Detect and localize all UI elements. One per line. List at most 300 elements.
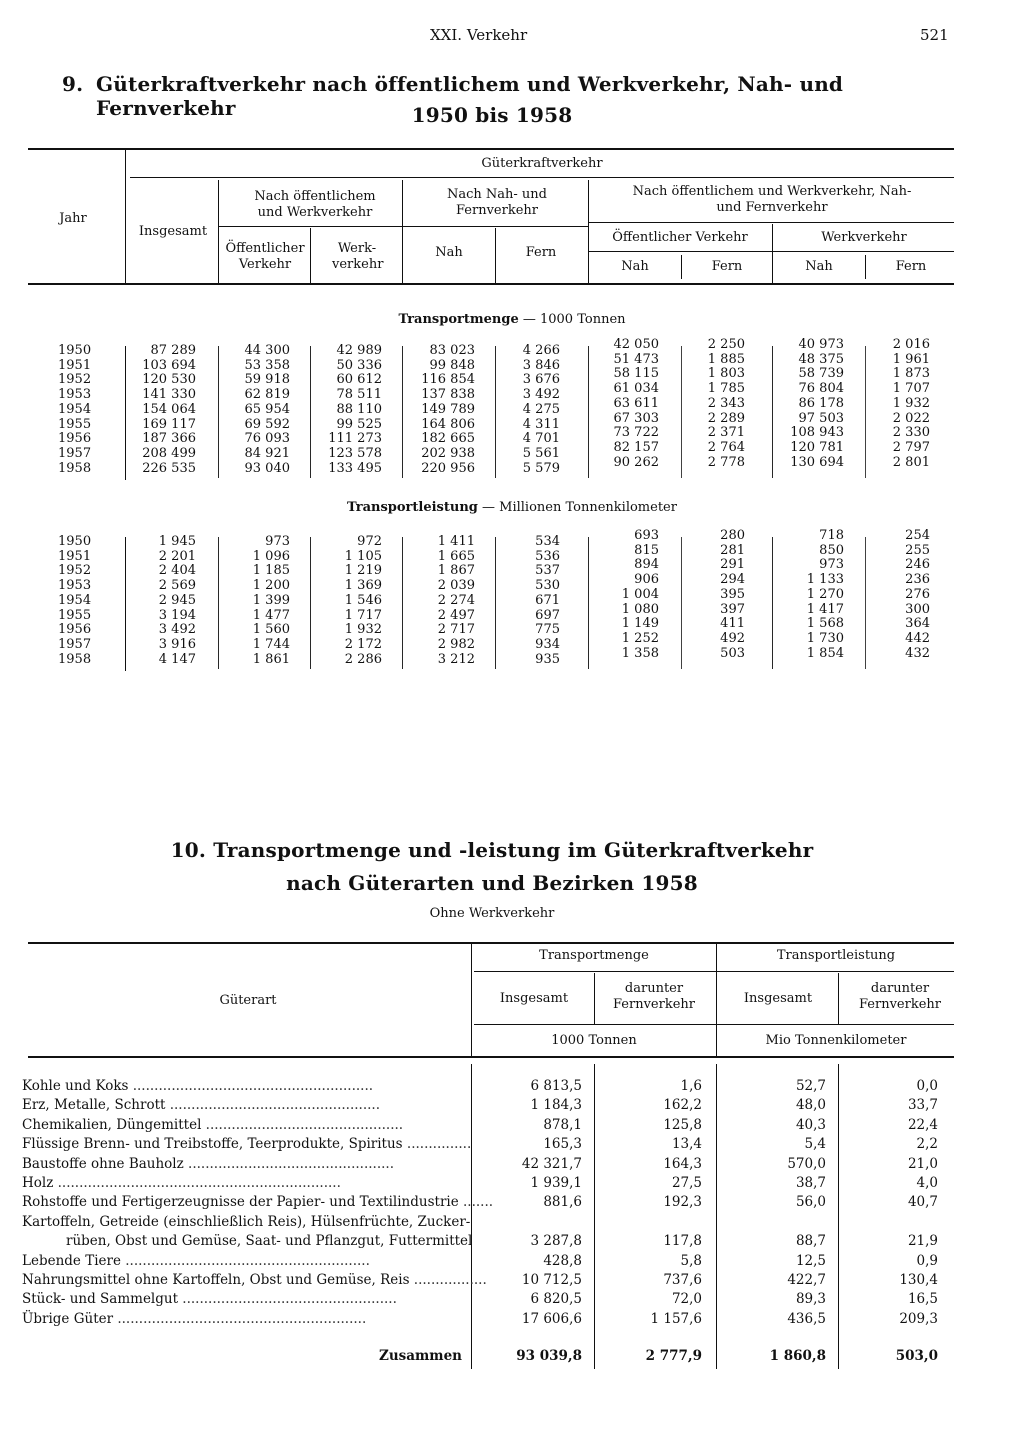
leistung-cell: 1 945 <box>158 534 196 549</box>
row-value: 17 606,6 <box>521 1310 582 1327</box>
leistung-cell: 2 404 <box>158 563 196 579</box>
menge-cell: 69 592 <box>244 416 290 432</box>
menge-cell: 62 819 <box>244 387 290 403</box>
hdr-insgesamt: Insgesamt <box>138 224 208 239</box>
leistung-cell: 3 916 <box>158 636 196 652</box>
row-leader-dots: ................................................. <box>165 1097 381 1114</box>
menge-cell: 1 885 <box>707 351 745 367</box>
menge-cell: 120 781 <box>790 439 844 455</box>
menge-cell: 187 366 <box>142 431 196 447</box>
menge-cell: 116 854 <box>421 372 475 388</box>
leistung-year: 1956 <box>58 622 92 638</box>
row-value: 165,3 <box>543 1136 582 1153</box>
table-row <box>22 1311 952 1331</box>
leistung-cell: 1 568 <box>806 616 844 632</box>
row-leader-dots: ................. <box>409 1272 487 1288</box>
menge-cell: 2 016 <box>892 337 930 352</box>
leistung-cell: 2 172 <box>344 636 382 652</box>
section-transportmenge-unit: — 1000 Tonnen <box>522 312 626 327</box>
menge-cell: 93 040 <box>244 460 290 476</box>
leistung-cell: 503 <box>720 645 745 661</box>
leistung-cell: 934 <box>535 636 560 652</box>
menge-year: 1957 <box>58 445 92 461</box>
row-label: Baustoffe ohne Bauholz <box>22 1155 184 1172</box>
row-value: 881,6 <box>543 1194 582 1211</box>
row-value: 436,5 <box>787 1310 826 1327</box>
leistung-cell: 693 <box>634 528 659 543</box>
hdr-darunter-fern-1: darunter Fernverkehr <box>613 981 695 1012</box>
leistung-cell: 246 <box>905 557 930 573</box>
menge-cell: 5 579 <box>522 460 560 476</box>
menge-cell: 164 806 <box>421 416 475 432</box>
menge-cell: 90 262 <box>613 454 659 470</box>
table-row <box>22 1253 952 1273</box>
leistung-cell: 1 417 <box>806 601 844 617</box>
table-row <box>22 1175 952 1195</box>
menge-cell: 86 178 <box>798 395 844 411</box>
leistung-year: 1952 <box>58 563 92 579</box>
leistung-cell: 534 <box>535 534 560 549</box>
menge-cell: 63 611 <box>613 395 659 411</box>
menge-cell: 99 525 <box>336 416 382 432</box>
menge-cell: 4 266 <box>522 343 560 358</box>
total-value: 1 860,8 <box>769 1348 826 1365</box>
row-label: Nahrungsmittel ohne Kartoffeln, Obst und Gemüse, Reis <box>22 1272 410 1288</box>
leistung-cell: 364 <box>905 616 930 632</box>
row-value: 22,4 <box>907 1116 938 1133</box>
leistung-cell: 2 945 <box>158 592 196 608</box>
leistung-cell: 1 744 <box>252 636 290 652</box>
menge-cell: 84 921 <box>244 445 290 461</box>
menge-cell: 4 311 <box>522 416 560 432</box>
table-row <box>22 1097 952 1117</box>
hdr-fern-2: Fern <box>711 259 743 274</box>
menge-cell: 83 023 <box>429 343 475 358</box>
menge-cell: 5 561 <box>522 445 560 461</box>
row-label: Erz, Metalle, Schrott <box>22 1097 166 1114</box>
menge-cell: 2 764 <box>707 439 745 455</box>
row-value: 130,4 <box>899 1272 938 1288</box>
row-value: 164,3 <box>663 1155 702 1172</box>
hdr-nach-nah-fern: Nach Nah- und Fernverkehr <box>446 187 547 218</box>
hdr-oeff-verkehr-2: Öffentlicher Verkehr <box>612 230 748 245</box>
leistung-cell: 300 <box>905 601 930 617</box>
menge-cell: 76 093 <box>244 431 290 447</box>
section-transportleistung-unit: — Millionen Tonnenkilometer <box>482 500 677 515</box>
leistung-cell: 255 <box>905 542 930 558</box>
leistung-cell: 432 <box>905 645 930 661</box>
table10-title-line1 <box>0 838 984 862</box>
menge-cell: 169 117 <box>142 416 196 432</box>
hdr-transportleistung: Transportleistung <box>776 948 896 963</box>
table-row <box>22 1078 952 1098</box>
row-value: 422,7 <box>787 1272 826 1288</box>
total-label: Zusammen <box>379 1348 462 1365</box>
menge-cell: 2 343 <box>707 395 745 411</box>
menge-cell: 48 375 <box>798 351 844 367</box>
row-leader-dots: .................................................................. <box>53 1175 341 1191</box>
leistung-cell: 1 854 <box>806 645 844 661</box>
leistung-cell: 906 <box>634 572 659 588</box>
menge-cell: 137 838 <box>421 387 475 403</box>
leistung-cell: 411 <box>720 616 745 632</box>
row-value: 570,0 <box>787 1155 826 1172</box>
row-value: 38,7 <box>795 1175 826 1191</box>
row-label-line1: Kartoffeln, Getreide (einschließlich Reis), Hülsenfrüchte, Zucker- <box>22 1213 471 1230</box>
section-transportmenge-label: Transportmenge <box>398 312 519 327</box>
menge-cell: 2 022 <box>892 410 930 426</box>
hdr-nah: Nah <box>435 245 463 260</box>
running-title: XXI. Verkehr <box>430 26 528 44</box>
menge-cell: 3 846 <box>522 357 560 373</box>
row-value: 1 157,6 <box>650 1310 702 1327</box>
leistung-cell: 281 <box>720 542 745 558</box>
leistung-cell: 294 <box>720 572 745 588</box>
row-value: 737,6 <box>663 1272 702 1288</box>
leistung-cell: 973 <box>265 534 290 549</box>
row-label-line2: rüben, Obst und Gemüse, Saat- und Pflanzgut, Futtermittel <box>66 1233 473 1250</box>
row-label: Übrige Güter <box>22 1310 114 1327</box>
hdr-werk-verkehr: Werk- verkehr <box>332 241 384 272</box>
menge-cell: 50 336 <box>336 357 382 373</box>
total-value: 2 777,9 <box>645 1348 702 1365</box>
menge-cell: 58 739 <box>798 366 844 382</box>
menge-cell: 88 110 <box>336 401 382 417</box>
menge-cell: 1 785 <box>707 381 745 397</box>
row-value: 1 939,1 <box>530 1175 582 1191</box>
menge-cell: 61 034 <box>613 381 659 397</box>
leistung-cell: 3 212 <box>437 651 475 667</box>
table10-subtitle: Ohne Werkverkehr <box>429 906 555 921</box>
table10-title-text: Transportmenge und -leistung im Güterkraftverkehr <box>213 838 814 862</box>
row-value: 878,1 <box>543 1116 582 1133</box>
row-value: 117,8 <box>663 1233 702 1250</box>
row-value: 88,7 <box>795 1233 826 1250</box>
leistung-cell: 1 932 <box>344 622 382 638</box>
menge-year: 1956 <box>58 431 92 447</box>
table-row <box>22 1214 952 1253</box>
table10-number: 10. <box>170 838 207 862</box>
leistung-cell: 1 096 <box>252 548 290 564</box>
row-value: 162,2 <box>663 1097 702 1114</box>
leistung-cell: 2 274 <box>437 592 475 608</box>
row-leader-dots: .............................................. <box>201 1116 404 1133</box>
row-value: 52,7 <box>795 1078 826 1094</box>
leistung-cell: 2 039 <box>437 578 475 594</box>
menge-year: 1958 <box>58 460 92 476</box>
row-value: 1 184,3 <box>530 1097 582 1114</box>
menge-year: 1954 <box>58 401 92 417</box>
leistung-cell: 1 149 <box>621 616 659 632</box>
hdr-unit-tonnen: 1000 Tonnen <box>551 1033 637 1048</box>
row-value: 33,7 <box>907 1097 938 1114</box>
row-leader-dots: .................................................. <box>178 1291 397 1308</box>
row-value: 40,3 <box>795 1116 826 1133</box>
total-value: 93 039,8 <box>516 1348 582 1365</box>
leistung-cell: 1 477 <box>252 607 290 623</box>
menge-cell: 2 289 <box>707 410 745 426</box>
row-value: 125,8 <box>663 1116 702 1133</box>
leistung-cell: 1 133 <box>806 572 844 588</box>
row-value: 6 813,5 <box>530 1078 582 1094</box>
leistung-cell: 1 560 <box>252 622 290 638</box>
leistung-cell: 718 <box>819 528 844 543</box>
menge-year: 1950 <box>58 343 92 358</box>
leistung-cell: 1 369 <box>344 578 382 594</box>
menge-cell: 154 064 <box>142 401 196 417</box>
total-row <box>22 1348 952 1368</box>
hdr-gueterart: Güterart <box>219 993 277 1008</box>
leistung-year: 1950 <box>58 534 92 549</box>
menge-cell: 108 943 <box>790 425 844 441</box>
menge-cell: 111 273 <box>328 431 382 447</box>
menge-cell: 2 330 <box>892 425 930 441</box>
menge-cell: 4 275 <box>522 401 560 417</box>
hdr-insgesamt-2: Insgesamt <box>743 991 813 1006</box>
table9-title-line1: Güterkraftverkehr nach öffentlichem und Werkverkehr, Nah- und Fernverkehr <box>96 72 844 120</box>
leistung-cell: 1 546 <box>344 592 382 608</box>
leistung-cell: 291 <box>720 557 745 573</box>
leistung-cell: 442 <box>905 630 930 646</box>
row-label: Kohle und Koks <box>22 1078 129 1094</box>
row-value: 5,4 <box>804 1136 826 1153</box>
leistung-cell: 850 <box>819 542 844 558</box>
section-transportmenge <box>0 312 984 327</box>
hdr-darunter-fern-2: darunter Fernverkehr <box>859 981 941 1012</box>
menge-cell: 1 961 <box>892 351 930 367</box>
page-number: 521 <box>920 26 949 44</box>
hdr-nach-beiden: Nach öffentlichem und Werkverkehr, Nah- und Fernverkehr <box>632 184 912 215</box>
menge-cell: 149 789 <box>421 401 475 417</box>
menge-cell: 220 956 <box>421 460 475 476</box>
row-value: 5,8 <box>680 1252 702 1269</box>
row-label: Lebende Tiere <box>22 1252 121 1269</box>
menge-cell: 42 050 <box>613 337 659 352</box>
leistung-year: 1953 <box>58 578 92 594</box>
menge-cell: 97 503 <box>798 410 844 426</box>
hdr-jahr: Jahr <box>59 211 87 226</box>
leistung-cell: 1 399 <box>252 592 290 608</box>
hdr-nah-3: Nah <box>805 259 833 274</box>
menge-cell: 123 578 <box>328 445 382 461</box>
row-value: 0,9 <box>916 1252 938 1269</box>
menge-cell: 3 492 <box>522 387 560 403</box>
leistung-cell: 2 717 <box>437 622 475 638</box>
leistung-cell: 697 <box>535 607 560 623</box>
leistung-cell: 1 185 <box>252 563 290 579</box>
leistung-cell: 1 200 <box>252 578 290 594</box>
leistung-cell: 972 <box>357 534 382 549</box>
leistung-cell: 3 492 <box>158 622 196 638</box>
table10-title-line2: nach Güterarten und Bezirken 1958 <box>286 871 698 895</box>
menge-cell: 58 115 <box>613 366 659 382</box>
section-transportleistung <box>0 500 984 515</box>
menge-cell: 65 954 <box>244 401 290 417</box>
table-row <box>22 1194 952 1214</box>
leistung-cell: 1 105 <box>344 548 382 564</box>
row-value: 209,3 <box>899 1310 938 1327</box>
table-row <box>22 1272 952 1292</box>
leistung-cell: 1 080 <box>621 601 659 617</box>
row-label: Holz <box>22 1175 54 1191</box>
leistung-cell: 935 <box>535 651 560 667</box>
row-value: 13,4 <box>671 1136 702 1153</box>
table-row <box>22 1136 952 1156</box>
leistung-cell: 492 <box>720 630 745 646</box>
menge-cell: 82 157 <box>613 439 659 455</box>
menge-cell: 202 938 <box>421 445 475 461</box>
leistung-cell: 3 194 <box>158 607 196 623</box>
leistung-cell: 1 867 <box>437 563 475 579</box>
leistung-cell: 1 665 <box>437 548 475 564</box>
menge-cell: 1 803 <box>707 366 745 382</box>
row-value: 192,3 <box>663 1194 702 1211</box>
menge-cell: 2 371 <box>707 425 745 441</box>
hdr-oeff-verkehr: Öffentlicher Verkehr <box>225 241 305 272</box>
menge-cell: 120 530 <box>142 372 196 388</box>
menge-cell: 2 797 <box>892 439 930 455</box>
menge-cell: 42 989 <box>336 343 382 358</box>
hdr-nach-oeff-werk: Nach öffentlichem und Werkverkehr <box>254 189 376 220</box>
menge-year: 1953 <box>58 387 92 403</box>
hdr-fern-3: Fern <box>895 259 927 274</box>
row-value: 16,5 <box>907 1291 938 1308</box>
menge-cell: 3 676 <box>522 372 560 388</box>
row-leader-dots: ........................................................ <box>128 1078 374 1094</box>
leistung-cell: 1 730 <box>806 630 844 646</box>
menge-cell: 78 511 <box>336 387 382 403</box>
section-transportleistung-label: Transportleistung <box>347 500 478 515</box>
leistung-cell: 536 <box>535 548 560 564</box>
menge-cell: 44 300 <box>244 343 290 358</box>
leistung-year: 1958 <box>58 651 92 667</box>
hdr-unit-tkm: Mio Tonnenkilometer <box>765 1033 907 1048</box>
leistung-cell: 2 497 <box>437 607 475 623</box>
hdr-nah-2: Nah <box>621 259 649 274</box>
menge-cell: 67 303 <box>613 410 659 426</box>
menge-cell: 1 873 <box>892 366 930 382</box>
menge-cell: 2 801 <box>892 454 930 470</box>
menge-cell: 40 973 <box>798 337 844 352</box>
row-value: 56,0 <box>795 1194 826 1211</box>
leistung-cell: 973 <box>819 557 844 573</box>
leistung-cell: 2 201 <box>158 548 196 564</box>
leistung-cell: 2 982 <box>437 636 475 652</box>
leistung-cell: 1 270 <box>806 586 844 602</box>
menge-cell: 130 694 <box>790 454 844 470</box>
row-value: 10 712,5 <box>521 1272 582 1288</box>
menge-cell: 76 804 <box>798 381 844 397</box>
leistung-cell: 537 <box>535 563 560 579</box>
table-row <box>22 1291 952 1311</box>
row-value: 48,0 <box>795 1097 826 1114</box>
menge-cell: 51 473 <box>613 351 659 367</box>
leistung-cell: 671 <box>535 592 560 608</box>
row-value: 89,3 <box>795 1291 826 1308</box>
leistung-cell: 395 <box>720 586 745 602</box>
row-value: 6 820,5 <box>530 1291 582 1308</box>
hdr-gueterkraftverkehr: Güterkraftverkehr <box>481 156 603 171</box>
menge-cell: 59 918 <box>244 372 290 388</box>
row-leader-dots: ................................................ <box>183 1155 395 1172</box>
leistung-cell: 1 358 <box>621 645 659 661</box>
row-label: Rohstoffe und Fertigerzeugnisse der Papier- und Textilindustrie <box>22 1194 459 1211</box>
leistung-cell: 1 717 <box>344 607 382 623</box>
table-row <box>22 1117 952 1137</box>
menge-year: 1952 <box>58 372 92 388</box>
leistung-cell: 2 286 <box>344 651 382 667</box>
table9-title-line2: 1950 bis 1958 <box>411 103 573 127</box>
row-leader-dots: .......................................................... <box>113 1310 367 1327</box>
menge-year: 1951 <box>58 357 92 373</box>
leistung-cell: 815 <box>634 542 659 558</box>
row-value: 2,2 <box>916 1136 938 1153</box>
leistung-cell: 1 861 <box>252 651 290 667</box>
row-leader-dots: ............... <box>402 1136 472 1153</box>
row-value: 12,5 <box>795 1252 826 1269</box>
menge-cell: 226 535 <box>142 460 196 476</box>
table-row <box>22 1156 952 1176</box>
leistung-year: 1957 <box>58 636 92 652</box>
row-value: 4,0 <box>916 1175 938 1191</box>
row-value: 72,0 <box>671 1291 702 1308</box>
row-value: 1,6 <box>680 1078 702 1094</box>
hdr-insgesamt-1: Insgesamt <box>499 991 569 1006</box>
menge-cell: 1 707 <box>892 381 930 397</box>
leistung-year: 1951 <box>58 548 92 564</box>
row-value: 0,0 <box>916 1078 938 1094</box>
leistung-cell: 1 252 <box>621 630 659 646</box>
row-leader-dots: ....... <box>458 1194 494 1211</box>
leistung-cell: 280 <box>720 528 745 543</box>
leistung-year: 1955 <box>58 607 92 623</box>
leistung-year: 1954 <box>58 592 92 608</box>
row-label: Stück- und Sammelgut <box>22 1291 179 1308</box>
leistung-cell: 2 569 <box>158 578 196 594</box>
row-label: Chemikalien, Düngemittel <box>22 1116 202 1133</box>
leistung-cell: 276 <box>905 586 930 602</box>
leistung-cell: 236 <box>905 572 930 588</box>
total-value: 503,0 <box>895 1348 938 1365</box>
leistung-cell: 894 <box>634 557 659 573</box>
row-leader-dots: ......................................................... <box>120 1252 370 1269</box>
menge-cell: 73 722 <box>613 425 659 441</box>
menge-cell: 53 358 <box>244 357 290 373</box>
row-value: 21,9 <box>907 1233 938 1250</box>
menge-cell: 141 330 <box>142 387 196 403</box>
hdr-fern: Fern <box>525 245 557 260</box>
leistung-cell: 1 219 <box>344 563 382 579</box>
menge-cell: 1 932 <box>892 395 930 411</box>
row-value: 40,7 <box>907 1194 938 1211</box>
leistung-cell: 1 004 <box>621 586 659 602</box>
table9-number: 9. <box>62 72 84 96</box>
menge-year: 1955 <box>58 416 92 432</box>
leistung-cell: 4 147 <box>158 651 196 667</box>
menge-cell: 2 778 <box>707 454 745 470</box>
row-value: 42 321,7 <box>521 1155 582 1172</box>
leistung-cell: 254 <box>905 528 930 543</box>
row-value: 21,0 <box>907 1155 938 1172</box>
menge-cell: 4 701 <box>522 431 560 447</box>
menge-cell: 60 612 <box>336 372 382 388</box>
row-value: 3 287,8 <box>530 1233 582 1250</box>
menge-cell: 103 694 <box>142 357 196 373</box>
leistung-cell: 1 411 <box>437 534 475 549</box>
leistung-cell: 397 <box>720 601 745 617</box>
menge-cell: 208 499 <box>142 445 196 461</box>
row-value: 428,8 <box>543 1252 582 1269</box>
